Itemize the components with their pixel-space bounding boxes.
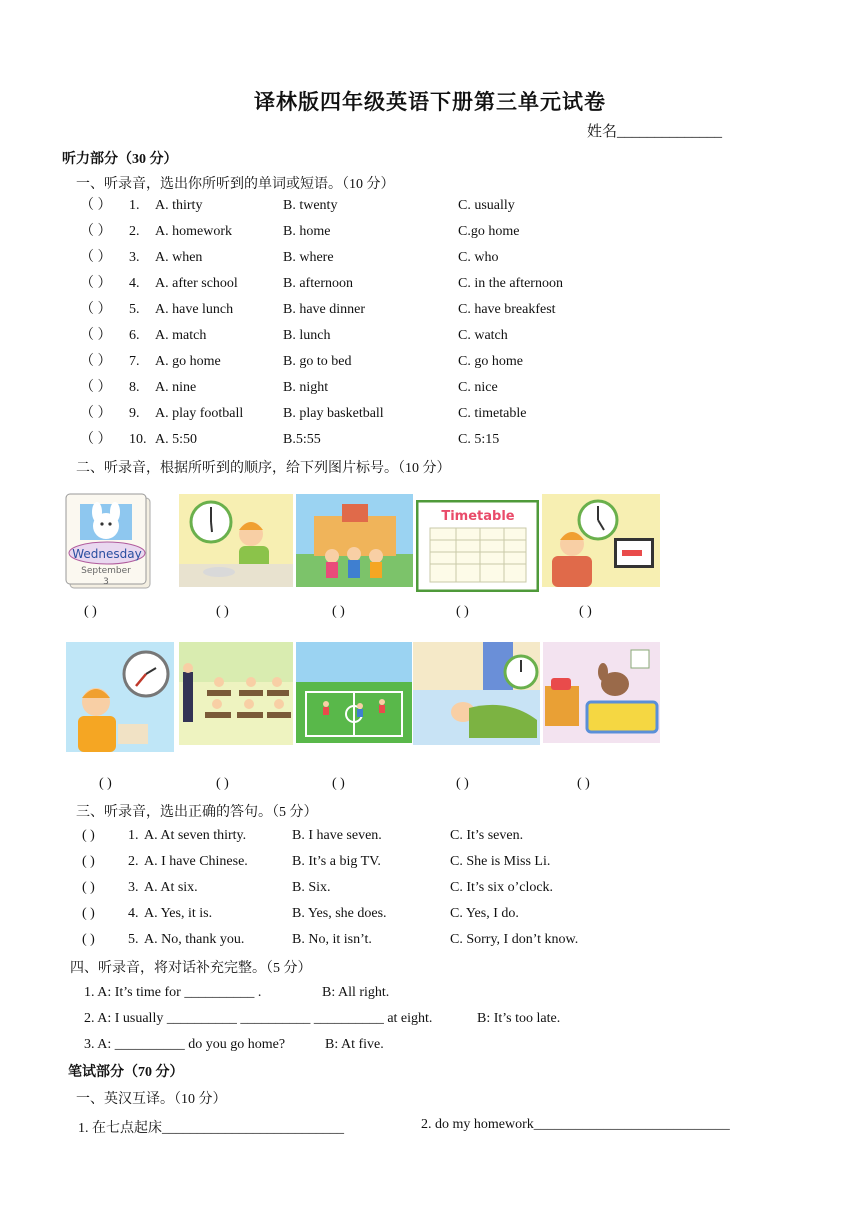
option-c[interactable]: C. Sorry, I don’t know.	[450, 932, 579, 947]
question-number: 9.	[129, 406, 140, 421]
option-c[interactable]: C.go home	[458, 224, 520, 239]
option-b[interactable]: B. where	[283, 250, 334, 265]
option-b[interactable]: B.5:55	[283, 432, 321, 447]
option-a[interactable]: A. 5:50	[155, 432, 197, 447]
question-number: 10.	[129, 432, 147, 447]
clock-eating-icon	[179, 494, 293, 587]
classroom-icon	[179, 642, 293, 745]
part4-line-3-a[interactable]: 3. A: __________ do you go home?	[84, 1037, 286, 1052]
answer-paren[interactable]: （ ）	[80, 432, 112, 447]
answer-paren[interactable]: （ ）	[80, 276, 112, 291]
option-a[interactable]: A. play football	[155, 406, 244, 421]
answer-paren[interactable]: ( )	[82, 828, 95, 843]
answer-paren[interactable]: （ ）	[80, 198, 112, 213]
answer-paren[interactable]: ( )	[82, 854, 95, 869]
question-number: 5.	[129, 302, 140, 317]
question-number: 1.	[129, 198, 140, 213]
question-number: 5.	[128, 932, 139, 947]
option-c[interactable]: C. in the afternoon	[458, 276, 563, 291]
option-c[interactable]: C. have breakfest	[458, 302, 556, 317]
option-b[interactable]: B. home	[283, 224, 331, 239]
clock-boy-icon	[66, 642, 174, 752]
answer-paren[interactable]: （ ）	[80, 354, 112, 369]
option-a[interactable]: A. thirty	[155, 198, 203, 213]
option-c[interactable]: C. She is Miss Li.	[450, 854, 551, 869]
option-b[interactable]: B. play basketball	[283, 406, 384, 421]
option-a[interactable]: A. homework	[155, 224, 232, 239]
option-a[interactable]: A. No, thank you.	[144, 932, 245, 947]
part3-heading: 三、听录音，选出正确的答句。（5 分）	[76, 805, 318, 820]
option-a[interactable]: A. At six.	[144, 880, 198, 895]
answer-paren[interactable]: （ ）	[80, 380, 112, 395]
option-c[interactable]: C. who	[458, 250, 499, 265]
written1-item-2[interactable]: 2. do my homework____________________________	[421, 1117, 730, 1132]
option-b[interactable]: B. twenty	[283, 198, 338, 213]
calendar-date-text: 3	[103, 577, 109, 587]
name-field[interactable]: 姓名______________	[587, 124, 723, 140]
calendar-month-text: September	[81, 566, 131, 576]
picture-paren-5[interactable]: ( )	[579, 604, 592, 619]
question-number: 4.	[128, 906, 139, 921]
picture-paren-7[interactable]: ( )	[216, 776, 229, 791]
question-number: 2.	[128, 854, 139, 869]
picture-paren-2[interactable]: ( )	[216, 604, 229, 619]
question-number: 6.	[129, 328, 140, 343]
part2-heading: 二、听录音，根据所听到的顺序，给下列图片标号。（10 分）	[76, 461, 451, 476]
option-c[interactable]: C. It’s six o’clock.	[450, 880, 554, 895]
picture-paren-6[interactable]: ( )	[99, 776, 112, 791]
option-b[interactable]: B. go to bed	[283, 354, 352, 369]
answer-paren[interactable]: ( )	[82, 880, 95, 895]
picture-paren-3[interactable]: ( )	[332, 604, 345, 619]
option-a[interactable]: A. match	[155, 328, 207, 343]
question-number: 7.	[129, 354, 140, 369]
option-b[interactable]: B. have dinner	[283, 302, 366, 317]
part4-line-1-a[interactable]: 1. A: It’s time for __________ .	[84, 985, 262, 1000]
calendar-day-text: Wednesday	[72, 547, 142, 561]
picture-paren-9[interactable]: ( )	[456, 776, 469, 791]
calendar-icon	[62, 490, 156, 594]
option-b[interactable]: B. night	[283, 380, 329, 395]
timetable-board-icon	[416, 500, 539, 592]
option-b[interactable]: B. afternoon	[283, 276, 353, 291]
answer-paren[interactable]: ( )	[82, 932, 95, 947]
part4-line-2-b: B: It’s too late.	[477, 1011, 561, 1026]
option-a[interactable]: A. when	[155, 250, 203, 265]
written1-item-1[interactable]: 1. 在七点起床__________________________	[78, 1121, 344, 1136]
option-a[interactable]: A. I have Chinese.	[144, 854, 248, 869]
sleeping-boy-icon	[413, 642, 540, 745]
option-c[interactable]: C. It’s seven.	[450, 828, 524, 843]
written-header: 笔试部分（70 分）	[68, 1065, 184, 1080]
question-number: 4.	[129, 276, 140, 291]
clock-tv-icon	[542, 494, 660, 587]
football-field-icon	[296, 642, 412, 743]
question-number: 3.	[128, 880, 139, 895]
option-c[interactable]: C. go home	[458, 354, 523, 369]
option-a[interactable]: A. go home	[155, 354, 221, 369]
page-title: 译林版四年级英语下册第三单元试卷	[254, 90, 606, 114]
question-number: 1.	[128, 828, 139, 843]
part4-line-3-b: B: At five.	[325, 1037, 384, 1052]
option-c[interactable]: C. Yes, I do.	[450, 906, 519, 921]
option-a[interactable]: A. have lunch	[155, 302, 234, 317]
option-b[interactable]: B. Yes, she does.	[292, 906, 387, 921]
option-b[interactable]: B. Six.	[292, 880, 331, 895]
option-a[interactable]: A. At seven thirty.	[144, 828, 247, 843]
bed-clock-icon	[543, 642, 660, 743]
school-kids-icon	[296, 494, 413, 587]
picture-paren-8[interactable]: ( )	[332, 776, 345, 791]
answer-paren[interactable]: （ ）	[80, 224, 112, 239]
answer-paren[interactable]: （ ）	[80, 250, 112, 265]
option-b[interactable]: B. I have seven.	[292, 828, 382, 843]
picture-paren-10[interactable]: ( )	[577, 776, 590, 791]
option-a[interactable]: A. nine	[155, 380, 197, 395]
option-c[interactable]: C. 5:15	[458, 432, 500, 447]
part1-heading: 一、听录音，选出你所听到的单词或短语。（10 分）	[76, 177, 395, 192]
question-number: 2.	[129, 224, 140, 239]
part4-line-1-b: B: All right.	[322, 985, 390, 1000]
question-number: 8.	[129, 380, 140, 395]
option-c[interactable]: C. usually	[458, 198, 515, 213]
question-number: 3.	[129, 250, 140, 265]
listening-header: 听力部分（30 分）	[62, 152, 178, 167]
timetable-label: Timetable	[441, 509, 515, 524]
answer-paren[interactable]: （ ）	[80, 302, 112, 317]
answer-paren[interactable]: （ ）	[80, 328, 112, 343]
written1-heading: 一、英汉互译。（10 分）	[76, 1092, 227, 1107]
picture-paren-4[interactable]: ( )	[456, 604, 469, 619]
part4-heading: 四、听录音，将对话补充完整。（5 分）	[70, 961, 312, 976]
picture-paren-1[interactable]: ( )	[84, 604, 97, 619]
option-c[interactable]: C. nice	[458, 380, 498, 395]
answer-paren[interactable]: （ ）	[80, 406, 112, 421]
option-a[interactable]: A. after school	[155, 276, 238, 291]
answer-paren[interactable]: ( )	[82, 906, 95, 921]
option-a[interactable]: A. Yes, it is.	[144, 906, 213, 921]
option-c[interactable]: C. watch	[458, 328, 508, 343]
option-b[interactable]: B. It’s a big TV.	[292, 854, 381, 869]
option-b[interactable]: B. No, it isn’t.	[292, 932, 372, 947]
option-b[interactable]: B. lunch	[283, 328, 331, 343]
part4-line-2-a[interactable]: 2. A: I usually __________ __________ __________ at eight.	[84, 1011, 433, 1026]
option-c[interactable]: C. timetable	[458, 406, 527, 421]
